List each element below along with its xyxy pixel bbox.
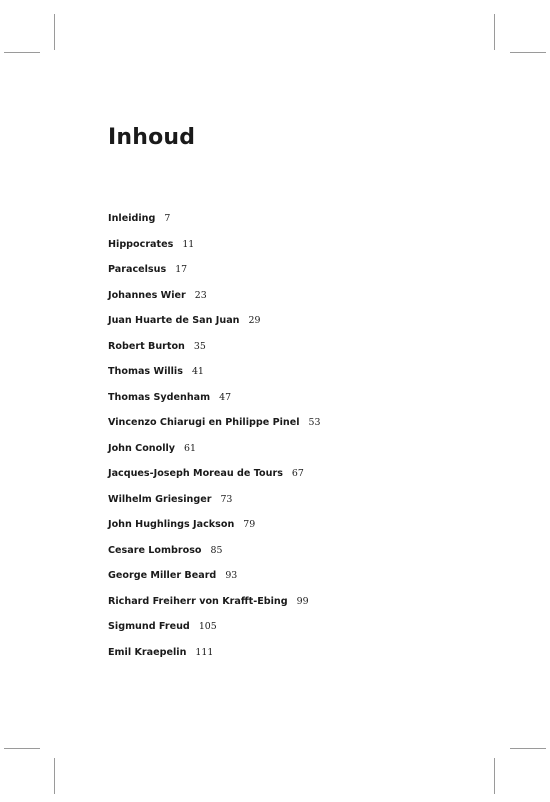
toc-entry	[108, 518, 320, 544]
toc-entry	[108, 263, 320, 289]
toc-entry	[108, 314, 320, 340]
toc-entry-page: 99	[296, 595, 309, 607]
toc-entry-page: 29	[248, 315, 261, 326]
toc-entry-title: Vincenzo Chiarugi en Philippe Pinel	[108, 417, 300, 428]
crop-mark-top-left-vertical	[54, 14, 55, 50]
toc-entry-page: 93	[225, 570, 238, 581]
toc-entry-page: 23	[194, 289, 207, 301]
crop-mark-top-left-horizontal	[4, 52, 40, 53]
toc-entry-title: John Conolly	[108, 442, 176, 454]
toc-entry-title: Thomas Sydenham	[108, 391, 211, 403]
toc-entry	[108, 365, 320, 391]
toc-entry-page: 47	[219, 391, 232, 403]
crop-mark-bottom-right-horizontal	[510, 748, 546, 749]
toc-entry-title: Paracelsus	[108, 264, 167, 275]
toc-entry-title: John Hughlings Jackson	[108, 519, 235, 530]
table-of-contents	[108, 212, 320, 671]
toc-entry	[108, 569, 320, 595]
toc-entry	[108, 544, 320, 570]
crop-mark-top-right-vertical	[494, 14, 495, 50]
toc-entry	[108, 595, 320, 621]
toc-entry-page: 111	[195, 646, 214, 658]
toc-entry	[108, 391, 320, 417]
crop-mark-bottom-left-vertical	[54, 758, 55, 794]
toc-entry-title: Juan Huarte de San Juan	[108, 315, 240, 326]
toc-entry-page: 61	[184, 442, 196, 454]
toc-entry-title: Sigmund Freud	[108, 621, 190, 632]
toc-entry-title: Emil Kraepelin	[108, 646, 187, 658]
toc-entry-page: 67	[291, 468, 304, 479]
crop-mark-bottom-right-vertical	[494, 758, 495, 794]
toc-entry	[108, 212, 320, 238]
toc-entry	[108, 493, 320, 519]
toc-entry-page: 11	[182, 238, 195, 250]
toc-entry	[108, 416, 320, 442]
toc-entry-page: 41	[191, 366, 204, 377]
toc-entry-title: Johannes Wier	[108, 289, 186, 301]
toc-entry	[108, 340, 320, 366]
toc-entry-page: 73	[220, 493, 233, 505]
toc-entry-page: 35	[193, 340, 206, 352]
toc-entry-title: Inleiding	[108, 213, 156, 224]
toc-entry-page: 105	[198, 621, 217, 632]
toc-entry-title: Hippocrates	[108, 238, 174, 250]
toc-entry-page: 7	[164, 213, 171, 224]
toc-entry	[108, 620, 320, 646]
toc-entry-title: George Miller Beard	[108, 570, 217, 581]
crop-mark-bottom-left-horizontal	[4, 748, 40, 749]
toc-entry	[108, 442, 320, 468]
toc-entry	[108, 238, 320, 264]
toc-entry-page: 53	[308, 417, 321, 428]
toc-entry-title: Thomas Willis	[108, 366, 183, 377]
toc-entry-title: Robert Burton	[108, 340, 185, 352]
toc-entry	[108, 467, 320, 493]
toc-entry	[108, 289, 320, 315]
toc-entry-title: Jacques-Joseph Moreau de Tours	[108, 468, 283, 479]
toc-entry	[108, 646, 320, 672]
toc-entry-page: 79	[243, 519, 256, 530]
toc-entry-page: 17	[175, 264, 188, 275]
toc-entry-title: Wilhelm Griesinger	[108, 493, 212, 505]
page-title: Inhoud	[108, 125, 196, 150]
toc-entry-page: 85	[210, 544, 223, 556]
crop-mark-top-right-horizontal	[510, 52, 546, 53]
toc-entry-title: Richard Freiherr von Krafft-Ebing	[108, 595, 288, 607]
toc-entry-title: Cesare Lombroso	[108, 544, 202, 556]
